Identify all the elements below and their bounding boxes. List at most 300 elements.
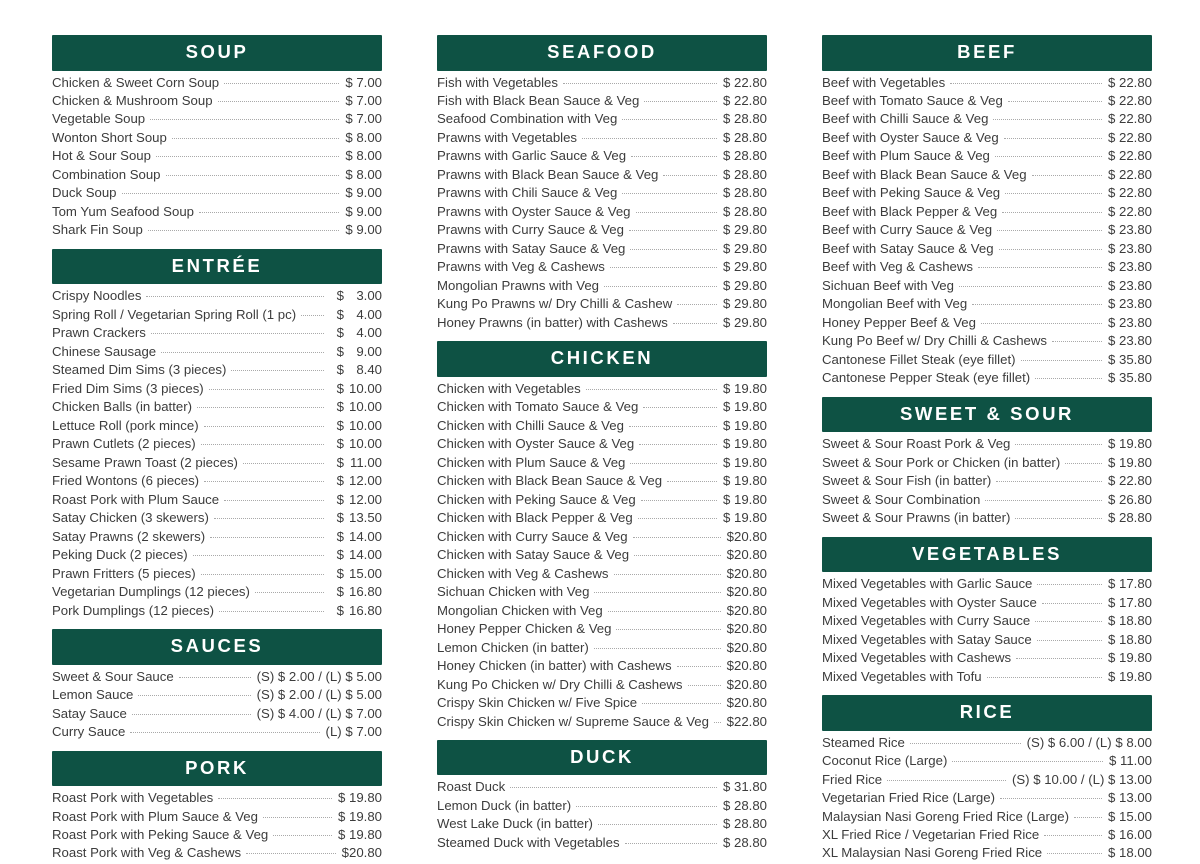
menu-item-name: Beef with Peking Sauce & Veg [822,185,1001,201]
menu-item-price: $ 9.00 [345,222,382,238]
menu-item [822,147,1152,165]
menu-item-price: $ 26.80 [1108,491,1152,507]
menu-column-3 [822,35,1152,861]
dot-leader [622,193,717,194]
menu-item-price [326,380,382,398]
menu-item [822,649,1152,667]
menu-item [52,435,382,453]
menu-item-price: (S) $ 6.00 / (L) $ 8.00 [1026,734,1152,750]
menu-item [437,528,767,546]
menu-item-name: Cantonese Fillet Steak (eye fillet) [822,351,1016,367]
price-amount: 3.00 [356,288,382,304]
menu-item [52,147,382,165]
currency-symbol: $ [336,417,344,433]
dot-leader [1035,621,1102,622]
menu-item-price [326,287,382,305]
menu-item [822,844,1152,862]
menu-item-name: Roast Pork with Plum Sauce [52,491,220,507]
menu-item-name: Crispy Skin Chicken w/ Supreme Sauce & Veg [437,713,709,729]
dot-leader [950,83,1102,84]
menu-item-list-vegetables [822,575,1152,686]
menu-item [52,844,382,862]
menu-item-name: Chicken with Satay Sauce & Veg [437,547,630,563]
menu-item-name: Vegetarian Dumplings (12 pieces) [52,584,250,600]
menu-item-price [326,435,382,453]
menu-item-price: $ 29.80 [723,259,767,275]
menu-item-price: $ 23.80 [1108,296,1152,312]
menu-item-name: Prawns with Vegetables [437,129,578,145]
menu-item-name: Sichuan Chicken with Veg [437,584,590,600]
section-header-seafood: SEAFOOD [437,35,767,71]
dot-leader [634,555,721,556]
menu-item [52,92,382,110]
menu-item-price [326,546,382,564]
menu-item-price [326,528,382,546]
menu-item [437,657,767,675]
menu-section-chicken [437,341,767,731]
menu-item-name: Sichuan Beef with Veg [822,277,954,293]
menu-item-price: $ 28.80 [1108,510,1152,526]
menu-item-price: $ 22.80 [1108,185,1152,201]
dot-leader [610,267,717,268]
menu-item-price: $ 23.80 [1108,240,1152,256]
menu-item [437,110,767,128]
menu-item-price: $ 22.80 [1108,148,1152,164]
menu-item [437,380,767,398]
menu-item-price: $ 18.80 [1108,613,1152,629]
menu-item [822,472,1152,490]
menu-item-name: XL Fried Rice / Vegetarian Fried Rice [822,826,1040,842]
menu-item [52,686,382,704]
menu-item-name: Satay Prawns (2 skewers) [52,528,206,544]
dot-leader [598,824,717,825]
menu-item-name: Vegetarian Fried Rice (Large) [822,790,995,806]
menu-item-price: $ 29.80 [723,314,767,330]
menu-item [52,454,382,472]
menu-item [437,694,767,712]
menu-item-price: $ 19.80 [723,510,767,526]
price-amount: 12.00 [348,491,382,507]
menu-item [822,771,1152,789]
currency-symbol: $ [336,510,344,526]
dot-leader [1015,518,1102,519]
menu-item-price [326,491,382,509]
price-amount: 9.00 [356,343,382,359]
menu-item-name: Curry Sauce [52,724,126,740]
menu-item-price: $ 19.80 [1108,454,1152,470]
menu-item-price: (S) $ 2.00 / (L) $ 5.00 [256,687,382,703]
dot-leader [243,463,324,464]
dot-leader [150,119,339,120]
dot-leader [1021,360,1102,361]
dot-leader [993,119,1102,120]
menu-item-name: Kung Po Beef w/ Dry Chilli & Cashews [822,333,1048,349]
dot-leader [616,629,720,630]
menu-item [437,620,767,638]
menu-item [437,184,767,202]
menu-item-name: Prawns with Veg & Cashews [437,259,605,275]
menu-item-name: Vegetable Soup [52,111,146,127]
menu-section-beef [822,35,1152,388]
menu-item-price: $ 29.80 [723,222,767,238]
menu-item-name: Sweet & Sour Combination [822,491,981,507]
dot-leader [214,518,324,519]
dot-leader [1065,463,1102,464]
currency-symbol: $ [336,473,344,489]
menu-item [437,314,767,332]
menu-item-name: Satay Chicken (3 skewers) [52,510,209,526]
menu-item [822,129,1152,147]
menu-item-price: $ 23.80 [1108,222,1152,238]
menu-item [52,361,382,379]
dot-leader [1074,817,1102,818]
dot-leader [1042,603,1102,604]
dot-leader [639,444,717,445]
menu-item [822,166,1152,184]
dot-leader [630,249,717,250]
dot-leader [582,138,717,139]
dot-leader [614,574,721,575]
menu-item-price [326,306,382,324]
menu-item-name: Roast Duck [437,779,506,795]
menu-item-name: Fried Rice [822,771,883,787]
menu-item-price: $20.80 [726,695,767,711]
menu-item-name: Roast Pork with Plum Sauce & Veg [52,808,258,824]
menu-item-name: XL Malaysian Nasi Goreng Fried Rice [822,845,1043,861]
menu-item-price: $ 22.80 [723,74,767,90]
menu-item-name: Beef with Veg & Cashews [822,259,974,275]
menu-item [437,472,767,490]
menu-item-name: Fried Wontons (6 pieces) [52,473,200,489]
section-header-sauces: SAUCES [52,629,382,665]
menu-item [822,509,1152,527]
menu-item-name: Fried Dim Sims (3 pieces) [52,380,204,396]
price-amount: 12.00 [348,473,382,489]
menu-item [822,203,1152,221]
menu-item-name: Sweet & Sour Prawns (in batter) [822,510,1011,526]
menu-item [437,417,767,435]
menu-item-price: $ 17.80 [1108,576,1152,592]
menu-item [52,583,382,601]
menu-item-price: $ 29.80 [723,296,767,312]
menu-item-name: Honey Pepper Beef & Veg [822,314,976,330]
dot-leader [622,119,717,120]
menu-item-name: Mongolian Chicken with Veg [437,602,603,618]
dot-leader [563,83,717,84]
menu-item-price: $ 23.80 [1108,314,1152,330]
dot-leader [1016,658,1102,659]
menu-item-list-beef [822,74,1152,388]
menu-item-price: $ 13.00 [1108,790,1152,806]
menu-item-price [326,583,382,601]
menu-item-price: $20.80 [726,621,767,637]
menu-item-name: Hot & Sour Soup [52,148,151,164]
dot-leader [219,611,324,612]
menu-item-price [326,472,382,490]
dot-leader [172,138,339,139]
menu-item-price: $ 7.00 [345,74,382,90]
menu-item-price: $ 28.80 [723,185,767,201]
menu-item [822,734,1152,752]
dot-leader [148,230,339,231]
dot-leader [631,156,717,157]
dot-leader [263,817,332,818]
menu-item [52,528,382,546]
menu-item [52,129,382,147]
dot-leader [952,761,1103,762]
currency-symbol: $ [336,399,344,415]
price-amount: 10.00 [348,399,382,415]
menu-item-name: Mixed Vegetables with Garlic Sauce [822,576,1033,592]
dot-leader [1037,640,1102,641]
price-amount: 14.00 [348,528,382,544]
dot-leader [594,648,721,649]
menu-item-price: $ 28.80 [723,816,767,832]
menu-item-price: $ 22.80 [1108,92,1152,108]
menu-item-price: $ 19.80 [1108,650,1152,666]
menu-item-list-sweet-and-sour [822,435,1152,527]
price-amount: 16.80 [348,584,382,600]
menu-item-name: West Lake Duck (in batter) [437,816,593,832]
menu-item-name: Combination Soup [52,166,161,182]
dot-leader [201,574,324,575]
menu-item-price: $20.80 [726,584,767,600]
price-amount: 16.80 [348,602,382,618]
menu-item-name: Chicken with Tomato Sauce & Veg [437,399,639,415]
menu-item-name: Prawns with Black Bean Sauce & Veg [437,166,659,182]
dot-leader [510,787,717,788]
menu-item-price: $ 28.80 [723,111,767,127]
menu-item [437,778,767,796]
dot-leader [978,267,1102,268]
menu-item [437,258,767,276]
menu-item-name: Shark Fin Soup [52,222,143,238]
dot-leader [231,370,324,371]
menu-item-price: (S) $ 10.00 / (L) $ 13.00 [1011,771,1152,787]
menu-item-name: Prawns with Chili Sauce & Veg [437,185,618,201]
menu-item-price: $ 19.80 [1108,668,1152,684]
menu-item-name: Beef with Plum Sauce & Veg [822,148,990,164]
menu-item [822,454,1152,472]
dot-leader [218,798,332,799]
menu-item [437,602,767,620]
menu-item-price: $ 15.00 [1108,808,1152,824]
dot-leader [629,230,717,231]
menu-item-price: $ 7.00 [345,92,382,108]
dot-leader [1008,101,1102,102]
menu-item-price: $ 19.80 [723,436,767,452]
menu-item [822,752,1152,770]
menu-item-name: Lemon Chicken (in batter) [437,639,589,655]
menu-item-price: $ 8.00 [345,166,382,182]
menu-item-name: Satay Sauce [52,705,127,721]
menu-item-price: $ 22.80 [1108,74,1152,90]
menu-item-list-duck [437,778,767,852]
menu-item [437,546,767,564]
dot-leader [1032,175,1102,176]
menu-item-name: Chicken with Black Bean Sauce & Veg [437,473,663,489]
price-amount: 11.00 [349,454,382,470]
menu-item-price: $20.80 [726,602,767,618]
menu-item-price: $ 19.80 [723,380,767,396]
currency-symbol: $ [336,288,344,304]
menu-item-price: $20.80 [726,676,767,692]
price-amount: 13.50 [348,510,382,526]
menu-item [822,668,1152,686]
dot-leader [301,315,324,316]
menu-item-price: $ 28.80 [723,148,767,164]
menu-item-price: $20.80 [726,658,767,674]
dot-leader [1002,212,1102,213]
menu-item [822,369,1152,387]
menu-item-price: $ 9.00 [345,203,382,219]
menu-item-price: $ 18.80 [1108,631,1152,647]
section-header-entree: ENTRÉE [52,249,382,285]
menu-item-price: $ 19.80 [338,808,382,824]
dot-leader [132,714,251,715]
dot-leader [1052,341,1102,342]
menu-item-list-entree [52,287,382,620]
menu-item [437,221,767,239]
menu-item-price: $ 7.00 [345,111,382,127]
menu-column-1 [52,35,382,861]
dot-leader [959,286,1102,287]
menu-item-price: (L) $ 7.00 [325,724,382,740]
menu-item-price: $ 19.80 [338,790,382,806]
menu-item-name: Beef with Black Bean Sauce & Veg [822,166,1027,182]
menu-item [822,612,1152,630]
dot-leader [209,389,324,390]
dot-leader [130,732,319,733]
menu-item-name: Fish with Vegetables [437,74,558,90]
dot-leader [224,83,339,84]
menu-item-price: $ 22.80 [1108,111,1152,127]
dot-leader [673,323,717,324]
menu-item-name: Beef with Vegetables [822,74,946,90]
menu-item [52,306,382,324]
menu-item-price: $20.80 [726,528,767,544]
menu-item-name: Fish with Black Bean Sauce & Veg [437,92,640,108]
menu-item-name: Roast Pork with Veg & Cashews [52,845,242,861]
menu-item [52,398,382,416]
dot-leader [636,212,717,213]
menu-item-name: Sweet & Sour Sauce [52,668,174,684]
dot-leader [199,212,339,213]
menu-item [52,491,382,509]
dot-leader [151,333,324,334]
menu-item-name: Malaysian Nasi Goreng Fried Rice (Large) [822,808,1069,824]
menu-item [437,509,767,527]
menu-item [52,74,382,92]
menu-item-price: $ 16.00 [1108,826,1152,842]
menu-item-name: Prawn Crackers [52,325,146,341]
section-header-duck: DUCK [437,740,767,776]
price-amount: 10.00 [348,417,382,433]
dot-leader [1047,853,1102,854]
menu-item-name: Chinese Sausage [52,343,157,359]
menu-item [437,454,767,472]
menu-item-price: $ 29.80 [723,277,767,293]
menu-item-name: Beef with Oyster Sauce & Veg [822,129,999,145]
menu-item-price [326,565,382,583]
menu-item-name: Chicken Balls (in batter) [52,399,192,415]
menu-item [437,435,767,453]
dot-leader [910,743,1021,744]
menu-item [822,92,1152,110]
menu-item-name: Lemon Sauce [52,687,134,703]
menu-section-entree [52,249,382,620]
dot-leader [972,304,1102,305]
menu-item [52,602,382,620]
menu-item-name: Mongolian Beef with Veg [822,296,968,312]
menu-item-price [326,398,382,416]
menu-item-name: Chicken with Veg & Cashews [437,565,609,581]
dot-leader [1000,798,1102,799]
currency-symbol: $ [336,528,344,544]
menu-item [52,546,382,564]
menu-item-name: Beef with Curry Sauce & Veg [822,222,993,238]
dot-leader [677,666,721,667]
menu-item-name: Sweet & Sour Roast Pork & Veg [822,436,1011,452]
menu-item [52,221,382,239]
menu-item-price: $ 19.80 [723,491,767,507]
menu-item-name: Beef with Black Pepper & Veg [822,203,998,219]
dot-leader [997,230,1102,231]
dot-leader [608,611,721,612]
dot-leader [999,249,1102,250]
menu-item [52,110,382,128]
menu-item-name: Prawn Fritters (5 pieces) [52,565,196,581]
menu-item [52,417,382,435]
menu-item [437,834,767,852]
dot-leader [138,695,250,696]
menu-item-name: Mixed Vegetables with Oyster Sauce [822,594,1037,610]
dot-leader [161,352,324,353]
menu-item [437,147,767,165]
menu-item-name: Steamed Rice [822,734,905,750]
menu-item [822,332,1152,350]
dot-leader [663,175,717,176]
menu-item-name: Peking Duck (2 pieces) [52,547,188,563]
menu-item-price: $ 19.80 [723,454,767,470]
dot-leader [255,592,324,593]
menu-item-name: Chicken with Chilli Sauce & Veg [437,417,624,433]
price-amount: 10.00 [348,436,382,452]
menu-item [52,343,382,361]
menu-item [437,74,767,92]
price-amount: 8.40 [356,362,382,378]
dot-leader [218,101,340,102]
menu-item [52,287,382,305]
menu-item [52,472,382,490]
menu-item [437,639,767,657]
dot-leader [633,537,721,538]
menu-item-price: $ 19.80 [723,417,767,433]
menu-item-name: Prawns with Oyster Sauce & Veg [437,203,631,219]
currency-symbol: $ [336,436,344,452]
menu-item [437,92,767,110]
menu-item-price [326,361,382,379]
menu-item-price: $20.80 [726,565,767,581]
menu-item [52,668,382,686]
menu-item-price: $ 8.00 [345,148,382,164]
currency-symbol: $ [336,565,344,581]
menu-item-price: $ 17.80 [1108,594,1152,610]
menu-item [437,166,767,184]
menu-item [822,491,1152,509]
menu-item [822,110,1152,128]
menu-item-price: $ 29.80 [723,240,767,256]
